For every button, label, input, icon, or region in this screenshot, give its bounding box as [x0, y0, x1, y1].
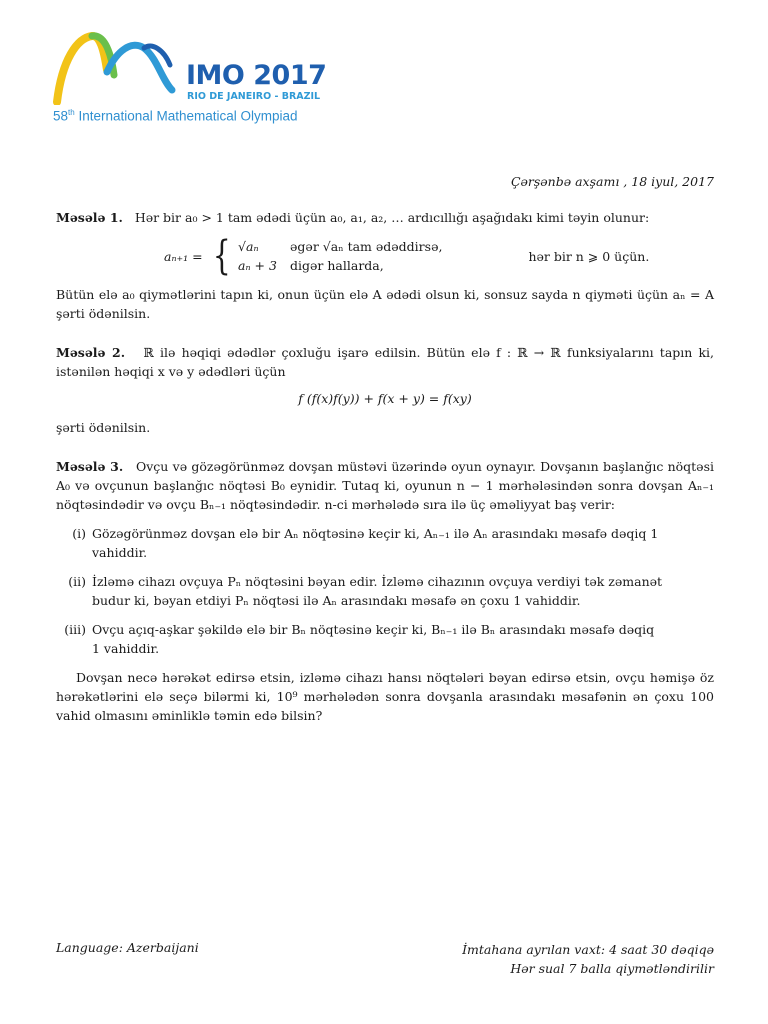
equation-cases — [238, 237, 442, 275]
problem-3-intro — [56, 457, 714, 514]
item-label: (i) — [72, 526, 86, 541]
case-1-condition: əgər √aₙ tam ədəddirsə, — [290, 239, 443, 254]
case-2-value: aₙ + 3 — [238, 258, 277, 273]
time-allowed: İmtahana ayrılan vaxt: 4 saat 30 dəqiqə — [462, 942, 714, 957]
case-row-1 — [238, 237, 442, 256]
logo-mountain-icon — [52, 30, 192, 105]
problem-sheet — [56, 208, 714, 725]
exam-info — [462, 940, 714, 978]
points-info: Hər sual 7 balla qiymətləndirilir — [510, 961, 714, 976]
caption-number: 58 — [53, 108, 69, 124]
logo-title: IMO 2017 — [186, 60, 327, 91]
exam-date: Çərşənbə axşamı , 18 iyul, 2017 — [510, 174, 714, 189]
list-item — [56, 572, 714, 610]
problem-1-statement: Hər bir a₀ > 1 tam ədədi üçün a₀, a₁, a₂, … ardıcıllığı aşağıdakı kimi təyin olunur: — [134, 210, 650, 225]
functional-equation: f (f(x)f(y)) + f(x + y) = f(xy) — [298, 391, 472, 406]
item-text: Gözəgörünməz dovşan elə bir Aₙ nöqtəsinə keçir ki, Aₙ₋₁ ilə Aₙ arasındakı məsafə dəqiq 1 vahiddir. — [92, 526, 659, 560]
item-text: Ovçu açıq-aşkar şəkildə elə bir Bₙ nöqtəsinə keçir ki, Bₙ₋₁ ilə Bₙ arasındakı məsafə dəqiq 1 vahiddir. — [92, 622, 655, 656]
equation-lhs: aₙ₊₁ = — [164, 248, 203, 264]
logo-subtitle: RIO DE JANEIRO - BRAZIL — [187, 91, 321, 102]
problem-1-question: Bütün elə a₀ qiymətlərini tapın ki, onun üçün elə A ədədi olsun ki, sonsuz sayda n qiyməti üçün aₙ = A şərti ödənilsin. — [56, 287, 714, 321]
problem-1 — [56, 208, 714, 323]
problem-1-intro — [56, 208, 714, 227]
item-text: İzləmə cihazı ovçuya Pₙ nöqtəsini bəyan edir. İzləmə cihazının ovçuya verdiyi tək zəmanət budur ki, bəyan etdiyi Pₙ nöqtəsi ilə Aₙ arasındakı məsafə ən çoxu 1 vahiddir. — [92, 574, 663, 608]
list-item — [56, 620, 714, 658]
item-label: (iii) — [64, 622, 86, 637]
problem-2-statement: ℝ ilə həqiqi ədədlər çoxluğu işarə edilsin. Bütün elə f : ℝ → ℝ funksiyalarını tapın ki, istənilən həqiqi x və y ədədləri üçün — [56, 345, 715, 379]
caption-suffix: th — [68, 108, 75, 117]
language-label: Language: Azerbaijani — [56, 940, 199, 955]
problem-3-label: Məsələ 3. — [56, 459, 124, 474]
list-item — [56, 524, 714, 562]
problem-2-intro — [56, 343, 714, 381]
problem-3-statement: Ovçu və gözəgörünməz dovşan müstəvi üzərində oyun oynayır. Dovşanın başlanğıc nöqtəsi A₀ və ovçunun başlanğıc nöqtəsi B₀ eynidir. Tutaq ki, oyunun n − 1 mərhələsindən sonra dovşan Aₙ₋₁ nöqtəsindədir və ovçu Bₙ₋₁ nöqtəsindədir. n-ci mərhələdə sıra ilə üç əməliyyat baş verir: — [56, 459, 714, 512]
problem-2 — [56, 343, 714, 437]
item-label: (ii) — [68, 574, 86, 589]
brace-icon: { — [212, 233, 231, 279]
recurrence-equation — [164, 235, 714, 277]
problem-2-tail: şərti ödənilsin. — [56, 420, 151, 435]
case-1-value: √aₙ — [238, 239, 259, 254]
caption-text: International Mathematical Olympiad — [74, 108, 298, 124]
problem-2-label: Məsələ 2. — [56, 345, 126, 360]
problem-3-question: Dovşan necə hərəkət edirsə etsin, izləmə cihazı hansı nöqtələri bəyan edirsə etsin, ovçu həmişə öz hərəkətlərini elə seçə bilərmi ki, 10⁹ mərhələdən sonra dovşanla arasındakı məsafənin ən çoxu 100 vahid olmasını əminliklə təmin edə bilsin? — [56, 670, 714, 723]
case-2-condition: digər hallarda, — [290, 258, 384, 273]
logo-caption — [53, 108, 298, 124]
case-row-2 — [238, 256, 442, 275]
problem-1-label: Məsələ 1. — [56, 210, 123, 225]
equation-quantifier: hər bir n ⩾ 0 üçün. — [528, 248, 650, 264]
problem-3 — [56, 457, 714, 725]
